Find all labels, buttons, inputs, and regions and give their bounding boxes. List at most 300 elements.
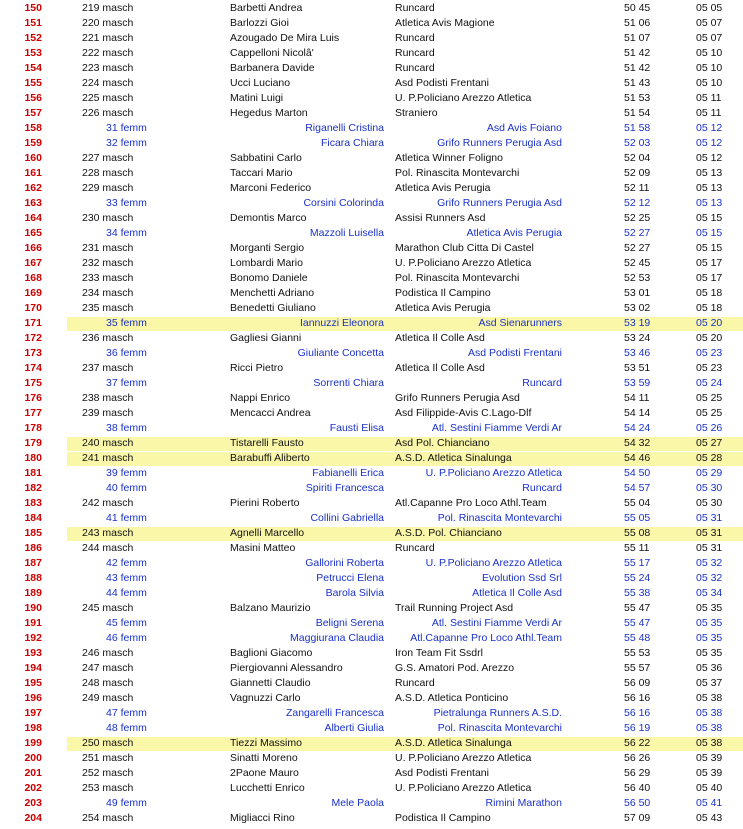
athlete-name-cell: Beligni Serena — [315, 617, 384, 629]
athlete-name-cell: Zangarelli Francesca — [285, 707, 384, 719]
position-cell: 190 — [24, 602, 42, 614]
pace-cell: 05 39 — [696, 767, 723, 779]
position-cell: 165 — [24, 227, 42, 239]
club-cell: Evolution Ssd Srl — [482, 572, 562, 584]
club-cell: Runcard — [395, 62, 435, 74]
pace-cell: 05 31 — [696, 512, 723, 524]
time-cell: 52 27 — [624, 227, 651, 239]
club-cell: A.S.D. Atletica Sinalunga — [395, 737, 512, 749]
category-rank-cell: 45 femm — [106, 617, 147, 629]
time-cell: 52 27 — [624, 242, 651, 254]
table-row — [0, 136, 743, 151]
time-cell: 56 40 — [624, 782, 651, 794]
table-row — [0, 736, 743, 751]
position-cell: 187 — [24, 557, 42, 569]
table-row — [0, 796, 743, 811]
pace-cell: 05 17 — [696, 272, 723, 284]
category-rank-cell: 33 femm — [106, 197, 147, 209]
table-row — [0, 646, 743, 661]
athlete-name-cell: Tiezzi Massimo — [230, 737, 302, 749]
athlete-name-cell: Marconi Federico — [230, 182, 312, 194]
category-rank-cell: 231 masch — [82, 242, 134, 254]
position-cell: 172 — [24, 332, 42, 344]
club-cell: Podistica Il Campino — [395, 812, 491, 824]
pace-cell: 05 38 — [696, 707, 723, 719]
category-rank-cell: 38 femm — [106, 422, 147, 434]
table-row — [0, 391, 743, 406]
athlete-name-cell: Taccari Mario — [230, 167, 293, 179]
pace-cell: 05 23 — [696, 362, 723, 374]
club-cell: Grifo Runners Perugia Asd — [395, 392, 520, 404]
athlete-name-cell: Corsini Colorinda — [303, 197, 384, 209]
position-cell: 158 — [24, 122, 42, 134]
club-cell: Runcard — [395, 542, 435, 554]
position-cell: 186 — [24, 542, 42, 554]
table-row — [0, 706, 743, 721]
athlete-name-cell: Pierini Roberto — [230, 497, 300, 509]
club-cell: Pol. Rinascita Montevarchi — [437, 722, 562, 734]
club-cell: U. P.Policiano Arezzo Atletica — [395, 257, 532, 269]
time-cell: 51 06 — [624, 17, 651, 29]
athlete-name-cell: Barabuffi Aliberto — [230, 452, 310, 464]
table-row — [0, 466, 743, 481]
time-cell: 56 29 — [624, 767, 651, 779]
club-cell: Pol. Rinascita Montevarchi — [395, 167, 520, 179]
table-row — [0, 166, 743, 181]
pace-cell: 05 10 — [696, 77, 723, 89]
table-row — [0, 526, 743, 541]
athlete-name-cell: Hegedus Marton — [230, 107, 308, 119]
time-cell: 55 08 — [624, 527, 651, 539]
pace-cell: 05 07 — [696, 17, 723, 29]
category-rank-cell: 221 masch — [82, 32, 134, 44]
time-cell: 56 26 — [624, 752, 651, 764]
time-cell: 55 11 — [624, 542, 650, 554]
athlete-name-cell: Lucchetti Enrico — [230, 782, 305, 794]
club-cell: Asd Podisti Frentani — [468, 347, 562, 359]
category-rank-cell: 238 masch — [82, 392, 134, 404]
table-row — [0, 46, 743, 61]
time-cell: 56 09 — [624, 677, 651, 689]
category-rank-cell: 222 masch — [82, 47, 134, 59]
table-row — [0, 421, 743, 436]
athlete-name-cell: Morganti Sergio — [230, 242, 305, 254]
category-rank-cell: 254 masch — [82, 812, 134, 824]
pace-cell: 05 18 — [696, 302, 723, 314]
club-cell: Atletica Il Colle Asd — [395, 332, 485, 344]
category-rank-cell: 44 femm — [106, 587, 147, 599]
position-cell: 155 — [24, 77, 42, 89]
time-cell: 53 51 — [624, 362, 651, 374]
pace-cell: 05 40 — [696, 782, 723, 794]
category-rank-cell: 43 femm — [106, 572, 147, 584]
club-cell: U. P.Policiano Arezzo Atletica — [395, 92, 532, 104]
pace-cell: 05 38 — [696, 722, 723, 734]
time-cell: 51 54 — [624, 107, 651, 119]
table-row — [0, 616, 743, 631]
athlete-name-cell: Barbanera Davide — [230, 62, 315, 74]
position-cell: 157 — [24, 107, 42, 119]
pace-cell: 05 35 — [696, 617, 723, 629]
pace-cell: 05 15 — [696, 242, 723, 254]
category-rank-cell: 37 femm — [106, 377, 147, 389]
athlete-name-cell: Ricci Pietro — [230, 362, 284, 374]
category-rank-cell: 246 masch — [82, 647, 134, 659]
club-cell: Pol. Rinascita Montevarchi — [395, 272, 520, 284]
position-cell: 170 — [24, 302, 42, 314]
category-rank-cell: 229 masch — [82, 182, 134, 194]
club-cell: Atl. Sestini Fiamme Verdi Ar — [431, 422, 562, 434]
athlete-name-cell: Migliacci Rino — [230, 812, 295, 824]
time-cell: 54 24 — [624, 422, 651, 434]
pace-cell: 05 25 — [696, 407, 723, 419]
pace-cell: 05 25 — [696, 392, 723, 404]
table-row — [0, 406, 743, 421]
table-row — [0, 361, 743, 376]
time-cell: 53 24 — [624, 332, 651, 344]
position-cell: 198 — [24, 722, 42, 734]
table-row — [0, 301, 743, 316]
category-rank-cell: 227 masch — [82, 152, 134, 164]
club-cell: Runcard — [395, 677, 435, 689]
position-cell: 163 — [24, 197, 42, 209]
club-cell: Asd Podisti Frentani — [395, 77, 489, 89]
pace-cell: 05 39 — [696, 752, 723, 764]
time-cell: 51 42 — [624, 47, 651, 59]
time-cell: 51 53 — [624, 92, 651, 104]
pace-cell: 05 05 — [696, 2, 723, 14]
category-rank-cell: 249 masch — [82, 692, 134, 704]
athlete-name-cell: Masini Matteo — [230, 542, 296, 554]
category-rank-cell: 243 masch — [82, 527, 134, 539]
pace-cell: 05 12 — [696, 137, 723, 149]
category-rank-cell: 32 femm — [106, 137, 147, 149]
time-cell: 55 53 — [624, 647, 651, 659]
table-row — [0, 451, 743, 466]
position-cell: 156 — [24, 92, 42, 104]
position-cell: 182 — [24, 482, 42, 494]
table-row — [0, 376, 743, 391]
table-row — [0, 91, 743, 106]
pace-cell: 05 36 — [696, 662, 723, 674]
athlete-name-cell: Bonomo Daniele — [230, 272, 308, 284]
athlete-name-cell: 2Paone Mauro — [230, 767, 299, 779]
table-row — [0, 691, 743, 706]
athlete-name-cell: Spiriti Francesca — [305, 482, 384, 494]
club-cell: Runcard — [522, 482, 562, 494]
position-cell: 164 — [24, 212, 42, 224]
club-cell: Podistica Il Campino — [395, 287, 491, 299]
pace-cell: 05 18 — [696, 287, 723, 299]
position-cell: 185 — [24, 527, 42, 539]
pace-cell: 05 15 — [696, 212, 723, 224]
table-row — [0, 31, 743, 46]
pace-cell: 05 27 — [696, 437, 723, 449]
table-row — [0, 106, 743, 121]
athlete-name-cell: Gagliesi Gianni — [230, 332, 302, 344]
athlete-name-cell: Petrucci Elena — [316, 572, 384, 584]
time-cell: 51 43 — [624, 77, 651, 89]
table-row — [0, 241, 743, 256]
club-cell: Grifo Runners Perugia Asd — [437, 137, 562, 149]
club-cell: U. P.Policiano Arezzo Atletica — [425, 467, 562, 479]
position-cell: 193 — [24, 647, 42, 659]
table-row — [0, 61, 743, 76]
position-cell: 168 — [24, 272, 42, 284]
time-cell: 55 47 — [624, 602, 651, 614]
category-rank-cell: 36 femm — [106, 347, 147, 359]
time-cell: 55 04 — [624, 497, 651, 509]
pace-cell: 05 35 — [696, 647, 723, 659]
category-rank-cell: 253 masch — [82, 782, 134, 794]
position-cell: 175 — [24, 377, 42, 389]
club-cell: Trail Running Project Asd — [395, 602, 514, 614]
time-cell: 52 45 — [624, 257, 651, 269]
pace-cell: 05 20 — [696, 332, 723, 344]
time-cell: 56 16 — [624, 707, 651, 719]
table-row — [0, 811, 743, 826]
time-cell: 54 57 — [624, 482, 651, 494]
club-cell: A.S.D. Atletica Sinalunga — [395, 452, 512, 464]
pace-cell: 05 30 — [696, 497, 723, 509]
athlete-name-cell: Gallorini Roberta — [305, 557, 384, 569]
position-cell: 160 — [24, 152, 42, 164]
table-row — [0, 601, 743, 616]
club-cell: A.S.D. Pol. Chianciano — [395, 527, 502, 539]
time-cell: 52 11 — [624, 182, 650, 194]
table-row — [0, 481, 743, 496]
position-cell: 177 — [24, 407, 42, 419]
position-cell: 194 — [24, 662, 42, 674]
time-cell: 53 02 — [624, 302, 651, 314]
time-cell: 50 45 — [624, 2, 651, 14]
position-cell: 174 — [24, 362, 42, 374]
table-row — [0, 151, 743, 166]
athlete-name-cell: Azougado De Mira Luis — [230, 32, 340, 44]
table-row — [0, 76, 743, 91]
time-cell: 54 32 — [624, 437, 651, 449]
club-cell: Atletica Avis Perugia — [395, 182, 491, 194]
category-rank-cell: 234 masch — [82, 287, 134, 299]
position-cell: 202 — [24, 782, 42, 794]
athlete-name-cell: Collini Gabriella — [310, 512, 384, 524]
club-cell: G.S. Amatori Pod. Arezzo — [395, 662, 515, 674]
category-rank-cell: 241 masch — [82, 452, 134, 464]
pace-cell: 05 41 — [696, 797, 723, 809]
category-rank-cell: 225 masch — [82, 92, 134, 104]
category-rank-cell: 233 masch — [82, 272, 134, 284]
table-row — [0, 196, 743, 211]
club-cell: Pol. Rinascita Montevarchi — [437, 512, 562, 524]
table-row — [0, 721, 743, 736]
club-cell: Atletica Il Colle Asd — [395, 362, 485, 374]
pace-cell: 05 38 — [696, 692, 723, 704]
time-cell: 53 19 — [624, 317, 651, 329]
category-rank-cell: 251 masch — [82, 752, 134, 764]
time-cell: 55 17 — [624, 557, 651, 569]
position-cell: 159 — [24, 137, 42, 149]
athlete-name-cell: Nappi Enrico — [230, 392, 291, 404]
table-row — [0, 286, 743, 301]
club-cell: Atletica Il Colle Asd — [472, 587, 562, 599]
club-cell: U. P.Policiano Arezzo Atletica — [395, 752, 532, 764]
category-rank-cell: 239 masch — [82, 407, 134, 419]
table-row — [0, 271, 743, 286]
category-rank-cell: 224 masch — [82, 77, 134, 89]
club-cell: Runcard — [395, 2, 435, 14]
pace-cell: 05 15 — [696, 227, 723, 239]
time-cell: 54 50 — [624, 467, 651, 479]
time-cell: 52 25 — [624, 212, 651, 224]
category-rank-cell: 252 masch — [82, 767, 134, 779]
position-cell: 152 — [24, 32, 42, 44]
table-row — [0, 16, 743, 31]
time-cell: 51 58 — [624, 122, 651, 134]
time-cell: 54 11 — [624, 392, 650, 404]
position-cell: 162 — [24, 182, 42, 194]
athlete-name-cell: Alberti Giulia — [324, 722, 384, 734]
pace-cell: 05 43 — [696, 812, 723, 824]
athlete-name-cell: Fabianelli Erica — [312, 467, 384, 479]
time-cell: 55 38 — [624, 587, 651, 599]
pace-cell: 05 37 — [696, 677, 723, 689]
pace-cell: 05 11 — [696, 107, 722, 119]
category-rank-cell: 228 masch — [82, 167, 134, 179]
club-cell: Atl. Sestini Fiamme Verdi Ar — [431, 617, 562, 629]
athlete-name-cell: Cappelloni Nicolâ' — [230, 47, 314, 59]
pace-cell: 05 07 — [696, 32, 723, 44]
athlete-name-cell: Fausti Elisa — [329, 422, 384, 434]
athlete-name-cell: Barola Silvia — [325, 587, 384, 599]
athlete-name-cell: Benedetti Giuliano — [230, 302, 316, 314]
club-cell: Asd Pol. Chianciano — [395, 437, 490, 449]
position-cell: 204 — [24, 812, 42, 824]
position-cell: 191 — [24, 617, 42, 629]
athlete-name-cell: Mele Paola — [331, 797, 384, 809]
time-cell: 52 12 — [624, 197, 651, 209]
time-cell: 52 53 — [624, 272, 651, 284]
club-cell: U. P.Policiano Arezzo Atletica — [395, 782, 532, 794]
category-rank-cell: 232 masch — [82, 257, 134, 269]
pace-cell: 05 20 — [696, 317, 723, 329]
pace-cell: 05 31 — [696, 542, 723, 554]
pace-cell: 05 28 — [696, 452, 723, 464]
athlete-name-cell: Piergiovanni Alessandro — [230, 662, 343, 674]
table-row — [0, 511, 743, 526]
time-cell: 52 09 — [624, 167, 651, 179]
table-row — [0, 586, 743, 601]
position-cell: 184 — [24, 512, 42, 524]
category-rank-cell: 226 masch — [82, 107, 134, 119]
table-row — [0, 346, 743, 361]
pace-cell: 05 34 — [696, 587, 723, 599]
athlete-name-cell: Menchetti Adriano — [230, 287, 315, 299]
category-rank-cell: 49 femm — [106, 797, 147, 809]
club-cell: Asd Sienarunners — [478, 317, 562, 329]
position-cell: 173 — [24, 347, 42, 359]
athlete-name-cell: Sabbatini Carlo — [230, 152, 302, 164]
category-rank-cell: 34 femm — [106, 227, 147, 239]
table-row — [0, 256, 743, 271]
pace-cell: 05 32 — [696, 572, 723, 584]
time-cell: 55 57 — [624, 662, 651, 674]
category-rank-cell: 235 masch — [82, 302, 134, 314]
club-cell: Atl.Capanne Pro Loco Athl.Team — [395, 497, 547, 509]
time-cell: 56 22 — [624, 737, 651, 749]
pace-cell: 05 12 — [696, 122, 723, 134]
athlete-name-cell: Vagnuzzi Carlo — [230, 692, 301, 704]
club-cell: Runcard — [395, 47, 435, 59]
table-row — [0, 181, 743, 196]
pace-cell: 05 13 — [696, 182, 723, 194]
club-cell: Atletica Winner Foligno — [395, 152, 503, 164]
club-cell: Atletica Avis Perugia — [395, 302, 491, 314]
table-row — [0, 121, 743, 136]
table-row — [0, 211, 743, 226]
time-cell: 56 16 — [624, 692, 651, 704]
position-cell: 161 — [24, 167, 42, 179]
pace-cell: 05 29 — [696, 467, 723, 479]
athlete-name-cell: Lombardi Mario — [230, 257, 303, 269]
position-cell: 189 — [24, 587, 42, 599]
category-rank-cell: 247 masch — [82, 662, 134, 674]
position-cell: 203 — [24, 797, 42, 809]
position-cell: 188 — [24, 572, 42, 584]
club-cell: Runcard — [395, 32, 435, 44]
pace-cell: 05 13 — [696, 167, 723, 179]
pace-cell: 05 31 — [696, 527, 723, 539]
table-row — [0, 751, 743, 766]
pace-cell: 05 13 — [696, 197, 723, 209]
table-row — [0, 226, 743, 241]
athlete-name-cell: Barlozzi Gioi — [230, 17, 289, 29]
position-cell: 199 — [24, 737, 42, 749]
athlete-name-cell: Sinatti Moreno — [230, 752, 298, 764]
club-cell: Pietralunga Runners A.S.D. — [433, 707, 562, 719]
table-row — [0, 571, 743, 586]
table-row — [0, 631, 743, 646]
time-cell: 56 50 — [624, 797, 651, 809]
pace-cell: 05 10 — [696, 62, 723, 74]
category-rank-cell: 31 femm — [106, 122, 147, 134]
athlete-name-cell: Matini Luigi — [230, 92, 284, 104]
time-cell: 54 46 — [624, 452, 651, 464]
time-cell: 53 46 — [624, 347, 651, 359]
pace-cell: 05 32 — [696, 557, 723, 569]
club-cell: Atl.Capanne Pro Loco Athl.Team — [410, 632, 562, 644]
position-cell: 178 — [24, 422, 42, 434]
category-rank-cell: 46 femm — [106, 632, 147, 644]
table-row — [0, 541, 743, 556]
category-rank-cell: 220 masch — [82, 17, 134, 29]
category-rank-cell: 219 masch — [82, 2, 134, 14]
club-cell: U. P.Policiano Arezzo Atletica — [425, 557, 562, 569]
category-rank-cell: 40 femm — [106, 482, 147, 494]
position-cell: 171 — [24, 317, 42, 329]
position-cell: 197 — [24, 707, 42, 719]
position-cell: 166 — [24, 242, 42, 254]
club-cell: Atletica Avis Perugia — [466, 227, 562, 239]
athlete-name-cell: Giannetti Claudio — [230, 677, 311, 689]
table-row — [0, 781, 743, 796]
athlete-name-cell: Tistarelli Fausto — [230, 437, 304, 449]
category-rank-cell: 41 femm — [106, 512, 147, 524]
pace-cell: 05 10 — [696, 47, 723, 59]
time-cell: 53 59 — [624, 377, 651, 389]
position-cell: 181 — [24, 467, 42, 479]
athlete-name-cell: Mazzoli Luisella — [309, 227, 384, 239]
time-cell: 57 09 — [624, 812, 651, 824]
